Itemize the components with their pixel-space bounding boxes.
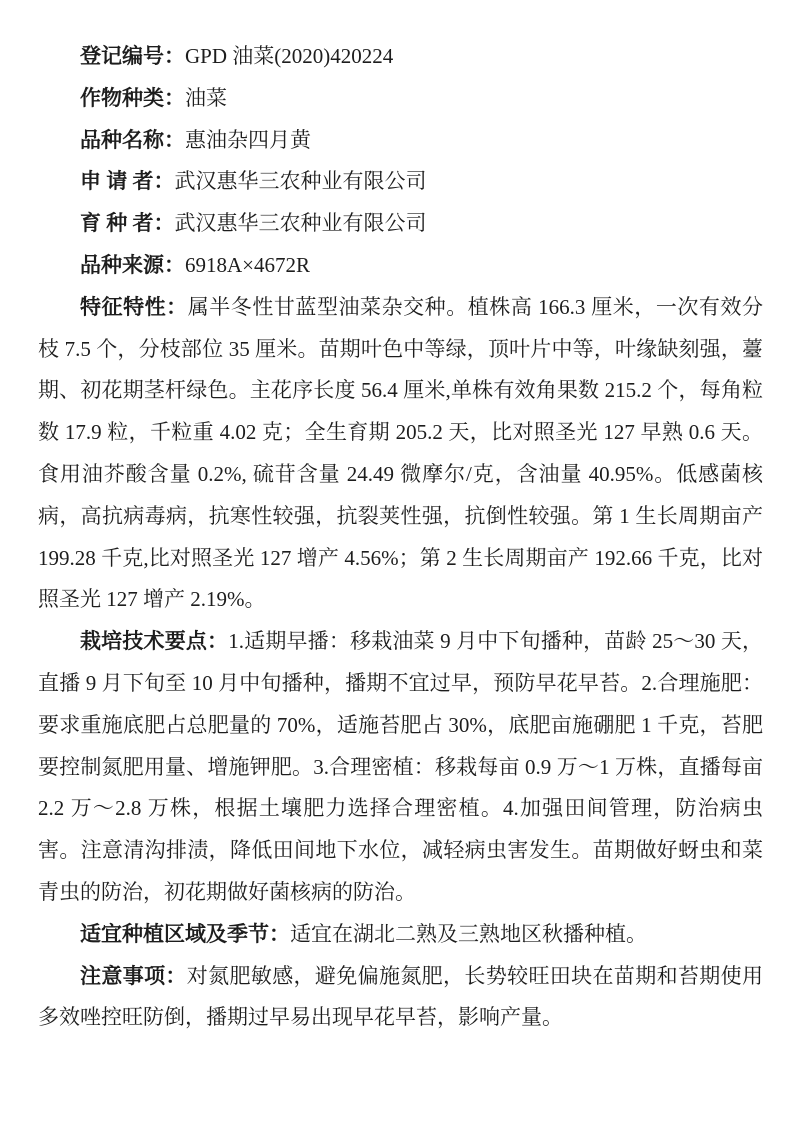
characteristics-paragraph bbox=[38, 287, 763, 621]
variety-name-label: 品种名称： bbox=[80, 127, 185, 152]
notes-label: 注意事项： bbox=[80, 963, 187, 988]
applicant-label: 申 请 者： bbox=[80, 169, 175, 194]
suitable-region-label: 适宜种植区域及季节： bbox=[80, 921, 290, 946]
cultivation-techniques-paragraph bbox=[38, 621, 763, 914]
registration-number-value: GPD 油菜(2020)420224 bbox=[185, 44, 394, 68]
registration-number-row bbox=[38, 36, 763, 78]
variety-name-row bbox=[38, 120, 763, 162]
suitable-region-text: 适宜在湖北二熟及三熟地区秋播种植。 bbox=[290, 921, 647, 946]
crop-type-value: 油菜 bbox=[185, 85, 227, 110]
characteristics-text: 属半冬性甘蓝型油菜杂交种。植株高 166.3 厘米，一次有效分枝 7.5 个，分枝部位 35 厘米。苗期叶色中等绿，顶叶片中等，叶缘缺刻强，薹期、初花期茎杆绿色。主花序长度 56.4 厘米,单株有效角果数 215.2 个，每角粒数 17.9 粒，千粒重 4.02 克；全生育期 205.2 天，比对照圣光 127 早熟 0.6 天。食用油芥酸含量 0.2%, 硫苷含量 24.49 微摩尔/克，含油量 40.95%。低感菌核病，高抗病毒病，抗寒性较强，抗裂荚性强，抗倒性较强。第 1 生长周期亩产 199.28 千克,比对照圣光 127 增产 4.56%；第 2 生长周期亩产 192.66 千克，比对照圣光 127 增产 2.19%。 bbox=[38, 294, 764, 612]
cultivation-techniques-text: 1.适期早播：移栽油菜 9 月中下旬播种，苗龄 25～30 天，直播 9 月下旬至 10 月中旬播种，播期不宜过早，预防早花早苔。2.合理施肥：要求重施底肥占总肥量的 70%，适施苔肥占 30%，底肥亩施硼肥 1 千克，苔肥要控制氮肥用量、增施钾肥。3.合理密植：移栽每亩 0.9 万～1 万株，直播每亩 2.2 万～2.8 万株，根据土壤肥力选择合理密植。4.加强田间管理，防治病虫害。注意清沟排渍，降低田间地下水位，减轻病虫害发生。苗期做好蚜虫和菜青虫的防治，初花期做好菌核病的防治。 bbox=[38, 629, 764, 904]
crop-type-label: 作物种类： bbox=[80, 85, 185, 110]
breeder-label: 育 种 者： bbox=[80, 211, 175, 236]
notes-text: 对氮肥敏感，避免偏施氮肥，长势较旺田块在苗期和苔期使用多效唑控旺防倒，播期过早易出现早花早苔，影响产量。 bbox=[38, 963, 764, 1030]
notes-paragraph bbox=[38, 956, 763, 1040]
suitable-region-paragraph bbox=[38, 914, 763, 956]
crop-type-row bbox=[38, 78, 763, 120]
registration-number-label: 登记编号： bbox=[80, 44, 185, 68]
characteristics-label: 特征特性： bbox=[80, 294, 188, 319]
variety-origin-row bbox=[38, 245, 763, 287]
variety-origin-value: 6918A×4672R bbox=[185, 252, 311, 277]
applicant-row bbox=[38, 161, 763, 203]
breeder-row bbox=[38, 203, 763, 245]
cultivation-techniques-label: 栽培技术要点： bbox=[80, 629, 229, 654]
variety-name-value: 惠油杂四月黄 bbox=[185, 127, 311, 152]
variety-origin-label: 品种来源： bbox=[80, 252, 185, 277]
breeder-value: 武汉惠华三农种业有限公司 bbox=[174, 211, 427, 236]
applicant-value: 武汉惠华三农种业有限公司 bbox=[174, 169, 427, 194]
